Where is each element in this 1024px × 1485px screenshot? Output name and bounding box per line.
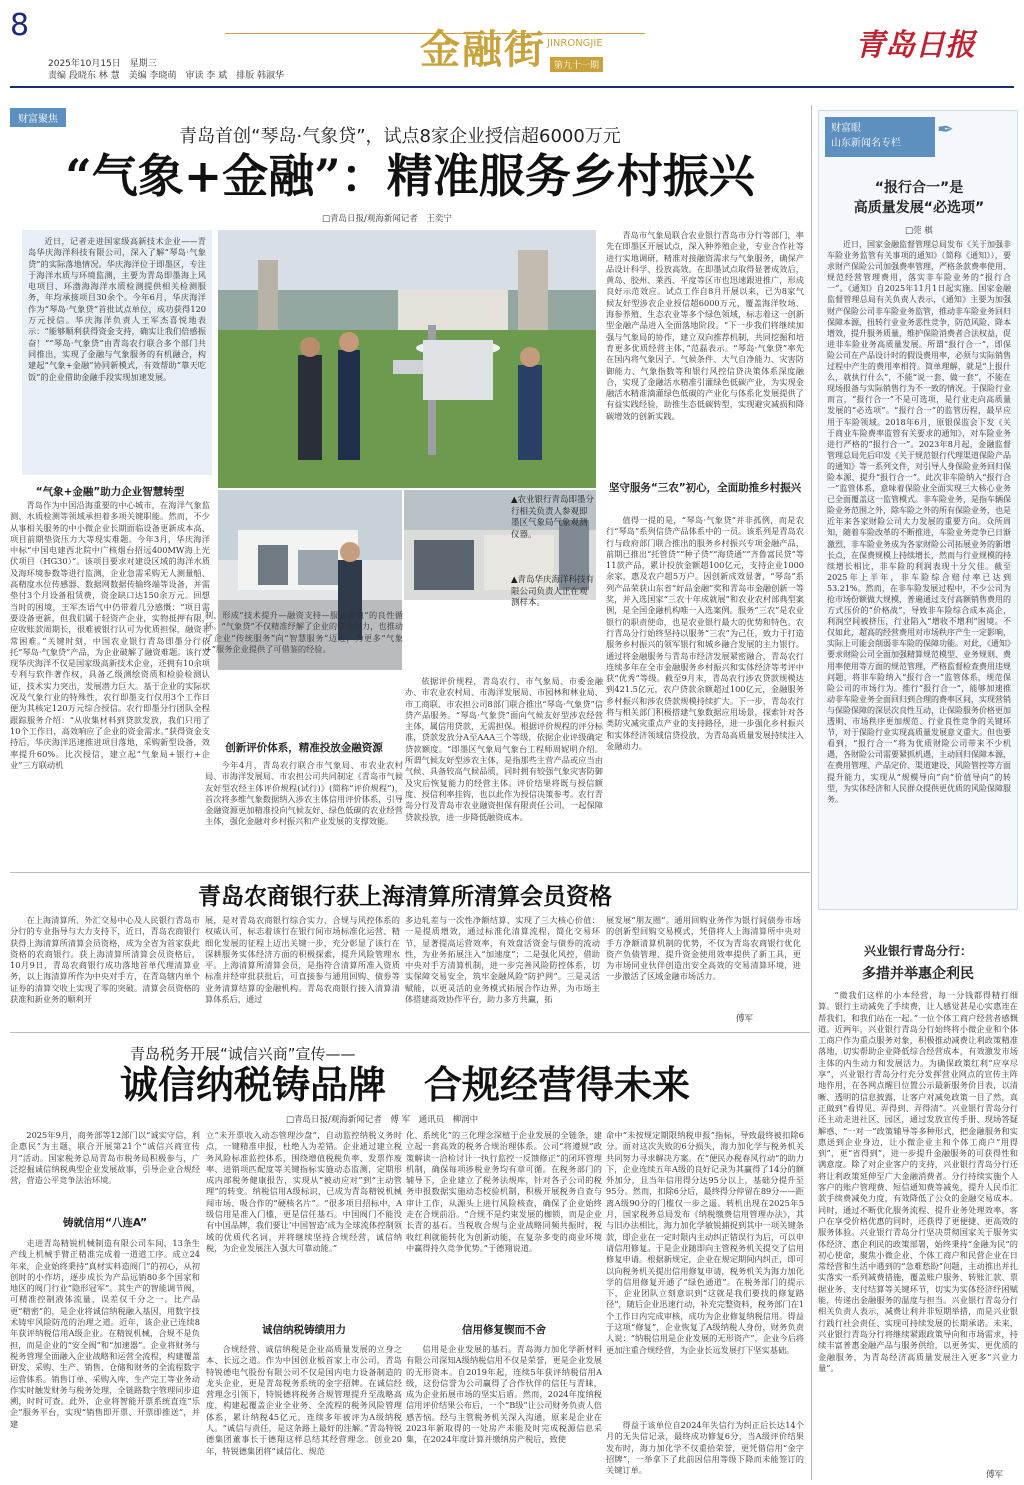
author-sign: 傅军 <box>986 1470 1004 1480</box>
side-article-title: 多措并举惠企利民 <box>862 966 974 982</box>
article-column <box>405 915 600 1025</box>
column-text: 依据评价规程，青岛农行、市气象局、市委金融办、市农业农村局、市海洋发展局、市园林和林业局、市工商联、市农担公司8部门联合推出“琴岛·气象贷”信贷产品服务。“琴岛·气象贷”面向气候友好型涉农经营主体，属信用贷款，无需担保。根据评价规程的评分标准，贷款发放分A至AAA三个等级，依据企业评级确定贷款额度。“即墨区气象局气象台工程师周妮明介绍。所谓气候友好型涉农主体，是指那些主营产品或应当由气候、具备较高气候品质，同时拥有较强气象灾害防御及灾后恢复能力的经营主体。评价结果将既与授信额度、授信利率挂钩，也以此作为授信决策参考。农行青岛分行及青岛市农业融资担保有限责任公司，一起保障贷款投放，进一步降低融资成本。 <box>405 676 603 822</box>
date-line: 2025年10月15日 星期三 <box>48 59 157 69</box>
article-column <box>406 1130 602 1310</box>
column-text: 值得一提的是，“琴岛·气象贷”并非孤例，而是农行“琴岛”系列信贷产品体系中的一员。该系列是青岛农行与政府部门联合推出的服务乡村振兴专项金融产品，前期已推出“托管贷”“种子贷”“海贷通”“齐鲁富民贷”等11款产品，累计投放金额超100亿元，支持企业1000余家，惠及农户超5万户。因创新成效显著，“琴岛”系列产品荣获山东省“好品金融”奖和青岛市金融创新一等奖，并入选国家“三农十年成就展”和农业农村部典型案例，是全国金融机构唯一入选案例。服务“三农”是农业银行的职责使命，也是农业银行最大的优势和特色。农行青岛分行始终坚持以服务“三农”为己任，致力于打造服务乡村振兴的领军银行和城乡融合发展的主力银行。通过将金融服务与青岛市经济发展紧密融合，青岛农行连续多年在全市金融服务乡村振兴和实体经济等考评中获“优秀”等级。截至9月末，青岛农行涉农贷款规模达到421.5亿元，农户贷款余额超过100亿元，金融服务乡村振兴和涉农贷款规模持续扩大。下一步，青岛农行将与相关部门积极搭建气象数据应用场景，探索针对各类防灾减灾重点产业的支持路径，进一步强化乡村振兴和实体经济领域信贷投放，为青岛高质量发展持续注入金融动力。 <box>606 515 804 751</box>
article-kicker: 青岛税务开展“诚信兴商”宣传—— <box>130 1045 356 1063</box>
masthead-info <box>48 58 284 82</box>
pen-icon: ✒ <box>937 117 954 141</box>
column-text: 在上海清算所、外汇交易中心及人民银行青岛市分行的专业指导与大力支持下，近日，青岛农商银行获得上海清算所清算会员资格，成为全省为首家获此资格的农商银行。获上海清算所清算会员资格后，10月9日，青岛农商银行成功落地首单代理清算业务，以上海清算所作为中央对手方，在青岛辖内单个证券的清算交收上实现了零的突破。清算会员资格的获准和新业务的顺利开 <box>10 915 200 1005</box>
column-text: 信用是企业发展的基石。青岛海力加化学新材料有限公司深知A级纳税信用不仅是荣誉，更是企业发展的无形资本。自2019年起，连续5年获评纳税信用A级，这份信誉为公司赢得了合作伙伴的信任与青睐，成为企业拓展市场的坚实后盾。然而，2024年度纳税信用评价结果公布后，一个“B级”让公司财务负责人倍感苦恼。经与主管税务机关深入沟通，原来是企业在2023年新取得的一处房产未能及时完成税源信息采集，在2024年度计算并缴纳房产税后，致使 <box>406 1344 602 1445</box>
article-headline: 青岛农商银行获上海清算所清算会员资格 <box>198 883 612 910</box>
column-divider <box>811 105 812 1480</box>
masthead <box>0 0 1024 95</box>
side-article-body <box>818 990 1018 1470</box>
photo-weather-station <box>218 230 596 488</box>
column-text: 立“未开票收入动态管理沙盘”，自动监控纳税义务时点，一键精准申报，杜绝人为差错。企业通过建立税务风险标准监控体系，围绕增值税税负率、发票作废率、进销项匹配度等关键指标实施动态监测，定期形成内部税务健康报告，实现从“被动应对”到“主动管理”的转变。纳税信用A级标识，已成为青岛精锐机械闯市场、吸合作的“硬核名片”。“很多项目招标中，A级信用是准入门槛，更是信任基石。中国阀门不能没有中国品牌，我们要让‘中国智造’成为全球流体控制领域的优质代名词，并将继续坚持合规经营，诚信纳税，为企业发展注入强大可靠动能。” <box>206 1130 402 1253</box>
column-text: 化、系统化”的三化理念深植于企业发展的全链条，建立起一套高效的税务合规治理体系。公司“将遵规”政策解读一洽检讨计一执行监控一反馈修正”的闭环管理机制，确保每项涉税业务均有章可循。在税务部门的辅导下，企业建立了税务法规库，针对各子公司的税务申报数据实施动态校验机制，积极开展税务自查与审计工作，从源头上进行风险核查，确保了企业始终走在合规前沿。“合规不是约束发展的枷锁，而是企业长青的基石。当税收合规与企业战略同频共振时，税收红利就能转化为创新动能，在复杂多变的商业环境中赢得持久竞争优势。”于德翔说道。 <box>406 1130 602 1253</box>
subheading: 坚守服务“三农”初心，全面助推乡村振兴 <box>608 482 802 494</box>
divider <box>10 1032 810 1033</box>
subheading: 诚信纳税铸绩用力 <box>262 1324 346 1336</box>
article-column <box>205 915 400 1025</box>
article-kicker: 青岛首创“琴岛·气象贷”，试点8家企业授信超6000万元 <box>179 126 621 147</box>
article-column <box>606 230 804 495</box>
lead-box <box>22 230 212 475</box>
article-column <box>10 500 210 940</box>
article-column <box>206 1344 402 1480</box>
article-column <box>606 515 804 865</box>
article-column <box>10 1238 200 1480</box>
article-column <box>206 1130 402 1310</box>
lead-text: 近日，记者走进国家级高新技术企业——青岛华庆海洋科技有限公司，深入了解“琴岛·气象贷”的实际落地情况。华庆海洋位于即墨区，专注于海洋水质与环境监测，主要为青岛即墨海上风电项目、环渤海海洋水质检测提供相关检测服务，年均承接项目30余个。今年6月，华庆海洋作为“琴岛·气象贷”首批试点单位，成功获得120万元授信。华庆海洋负责人王军杰喜悦地表示：“能够顺利获得资金支持，确实让我们倍感振奋！”“琴岛·气象贷”由青岛农行联合多个部门共同推出，实现了金融与气象服务的有机融合，构建起“气象+金融”协同新模式，有效帮助“靠天吃饭”的企业借助金融手段实现加速发展。 <box>28 236 206 382</box>
side-article-title: 兴业银行青岛分行： <box>863 944 972 958</box>
opinion-title: 高质量发展“必选项” <box>853 200 985 216</box>
article-column <box>606 1420 804 1480</box>
editors-line: 责编 段晓东 林 慧 美编 李晓萌 审读 李 斌 排版 韩淑华 <box>48 71 285 81</box>
photo-caption: ▲农业银行青岛即墨分行相关负责人参观即墨区气象局气象观测仪器。 <box>511 495 595 540</box>
article-column <box>406 1344 602 1480</box>
article-column <box>606 915 801 1010</box>
newspaper-logo: 青岛日报 <box>855 28 975 63</box>
column-text: 得益于该单位自2024年失信行为纠正后长达14个月的无失信记录，最终成功修复6分，当A级评价结果发布时，海力加化学不仅重拾荣誉，更凭借信用“金字招牌”，一举拿下了此前因信用等级下降而未能签订的关键订单。 <box>606 1420 804 1476</box>
article-column <box>606 1130 804 1420</box>
opinion-box <box>818 110 1018 910</box>
article-tag: 财富聚焦 <box>10 108 66 127</box>
subheading: 信用修复锲而不舍 <box>462 1324 546 1336</box>
divider <box>10 872 810 873</box>
section-title: 金融街 <box>420 26 546 73</box>
column-text: 青岛市气象局联合农业银行青岛市分行等部门，率先在即墨区开展试点，深入种养殖企业，专业合作社等进行实地调研，精准对接融资需求与气象服务，确保产品设计科学、投放高效。在即墨试点取得显著成效后，黄岛、胶州、莱西、平度等区市也迅速跟进推广，形成良好示范效应。试点工作自8月开展以来，已为8家气候友好型涉农企业授信超6000万元，覆盖海洋牧场、海参养殖、生态农业等多个绿色领域，标志着这一创新型金融产品进入全面落地阶段。“下一步我们将继续加强与气象局的协作，建立双向推荐机制，共同挖掘和培育更多优质经营主体，”范磊表示。“琴岛·气象贷”率先在国内将气象因子、气候条件、大气自净能力、灾害防御能力、气象指数等和银行风控信贷决策体系深度融合，实现了金融活水精准引灌绿色低碳产业，为实现金融活水精准滴灌绿色低碳的产业化与体系化发展提供了有益实践经验，助推生态低碳转型，实现避灾减损和降碳增效的创新实践。 <box>606 230 804 421</box>
column-text: 制，形成“技术提升—融资支持—服务增值”的良性循环。“气象贷”不仅精准纾解了企业的资金压力，也推动了企业“传统服务”向“智慧服务”迈进，为更多“气象+”服务企业提供了可借鉴的经验。 <box>205 610 403 654</box>
side-article-text: “微我们这样的小本经营，每一分钱都得精打细算。银行主动减免了手续费，让人感觉甚是心实惠连在帮我们，和我们站在一起。”一位个体工商户经营者感慨道。近两年，兴业银行青岛分行始终将小微企业和个体工商户作为重点服务对象，积极推动减费让利政策精准落地，切实帮助企业降低综合经营成本，有效激发市场主体的内生动力和发展活力。为确保政策红利“应享尽享”，兴业银行青岛分行充分发挥营业网点的宣传主阵地作用，在各网点醒目位置公示最新服务价目表，以清晰、透明的信息披露，让客户对减免政策一目了然，真正做到“看得见、弄得到、弄得清”。兴业银行青岛分行还主动走进社区、园区，通过发放宣传手册、现场答疑解惑、“一对一”政策辅导等多种形式，把金融服务和实惠送到企业身边，让小微企业主和个体工商户“用得到”，更“省得到”，进一步提升金融服务的可获得性和满意度。除了对企业客户的支持，兴业银行青岛分行还将让利政策延伸至广大金融消费者。分行持续实施个人客户的账户管理费、短信通知费等减免，提升人民币汇款手续费减免力度，有效降低了公众的金融交易成本。同时，通过不断优化服务流程、提升业务处理效率，客户在享受价格优惠的同时，还获得了更便捷、更高效的服务体验。兴业银行青岛分行坚决贯彻国家关于服务实体经济、惠企利民的政策部署，始终秉持“金融为民”的初心使命，聚焦小微企业、个体工商户和民营企业在日常经营和生活中遇到的“急难愁盼”问题，主动推出并扎实落实一系列减费措施，覆盖账户服务、转账汇款、票据业务、支付结算等关键环节，切实为实体经济纾困赋能，传递出金融服务的温度与担当。兴业银行青岛分行相关负责人表示，减费让利并非短期举措，而是兴业银行践行社会责任、实现可持续发展的长期承诺。未来，兴业银行青岛分行将继续紧跟政策导向和市场需求，持续丰富普惠金融产品与服务供给，以更务实、更优质的金融服务，为青岛经济高质量发展注入更多“兴业力量”。 <box>818 990 1018 1373</box>
subheading: 铸就信用“八连A” <box>63 1217 147 1229</box>
opinion-title: “报行合一”是 <box>874 180 964 196</box>
article-headline: “气象+金融”：精准服务乡村振兴 <box>65 149 755 203</box>
column-text: 2025年9月，商务部等12部门以“诚实守信，利企惠民”为主题，联合开展第21个“诚信兴商宣传月”活动。国家税务总局青岛市税务局积极参与，广泛挖掘诚信纳税典型企业发展故事，引导企业合规经营，营造公平竞争法治环境。 <box>10 1130 200 1186</box>
opinion-text: 近日，国家金融监督管理总局发布《关于加强非车险业务监管有关事项的通知》（简称《通知》），要求财产保险公司加强费率管理，严格条款费率使用、规范经营管理费用，落实非车险业务的“报行合一”。《通知》自2025年11月1日起实施。国家金融监督管理总局有关负责人表示，《通知》主要为加强财产保险公司非车险业务监管，推动非车险业务回归保障本源，扭转行业业务恶性竞争，防范风险、降本增效，提升服务质量，维护保险消费者合法权益，促进非车险业务高质量发展。所谓“报行合一”，即保险公司在产品设计时的假设费用率，必须与实际销售过程中产生的费用率相符。简单理解，就是“上报什么，就执行什么”，不能“说一套、做一套”，不能在现场报备与实际销售行为不一致的情况。于保险行业而言，“报行合一”不是可选项，是行业走向高质量发展的“必选项”。“报行合一”的监管历程，最早应用于车险领域。2018年6月，原银保监会下发《关于商业车险费率监管有关要求的通知》，对车险业务进行严格的“报行合一”。2023年8月起，金融监督管理总局先后印发《关于规范银行代理渠道保险产品的通知》等一系列文件，对引导人身保险业务回归保险本源、提升“报行合一”。此次非车险纳入“报行合一”监管体系，意味着保险业全面实现三大核心业务已全面覆盖这一监管模式。非车险业务，是指车辆保险业务范围之外，除车险之外的所有保险业务，也是近年来各家财险公司大力发展的重要方向。众所周知，随着车险改革的不断推进，车险业务竞争已日渐激烈，非车险业务成为各家财险公司拓展业务的新增长点，在保费规模上持续增长，然而与行业规模的持续增长相比，非车险的利润表现十分欠佳。截至2025年上半年，非车险综合赔付率已达到53.21%。然而，在非车险发展过程中，不少公司为抢市场份额做大规模，普遍通过支付高额销售费用的方式压价的“价格战”，导致非车险综合成本高企，利润空间被挤压，行业陷入“增收不增利”困境。不仅如此，超高的经营费用对市场秩序产生一定影响，实际上可能会削弱非车险的保障功能。对此，《通知》要求财险公司全面加强精算规范模型、业务规则、费用率使用等方面的规范管理，严格监督检查费用违规问题，将非车险纳入“报行合一”监管体系，规范保险公司的市场行为。推行“报行合一”，能够加速推动非车险业务全面回归到合理的费率区间，实现营销与保险保障的深层次良性互动，让保险服务价格更加透明、市场秩序更加规范、行业良性竞争的关键环节，对于保险行业实现高质量发展意义重大。但也要看到，“报行合一”将为优质财险公司带来不少机遇，各财险公司需要紧抓机遇，主动回归保障本源，在费用管理、产品定价、渠道建设、风险管控等方面提升能力，实现从“规模导向”向“价值导向”的转型，为实体经济和人民群众提供更优质的风险保障服务。 <box>827 240 1011 804</box>
column-text: 展发展“朋友圈”。通用回购业务作为银行间债券市场的创新型回购交易模式，凭借将人上海清算所中央对手方净额清算机制的优势，不仅为青岛农商银行优化资产负债管理、提升资金使用效率提供了新工具，更为市场同业伙伴创造出安全高效的交易清算环境，进一步激活了区域金融市场活力。 <box>606 915 801 982</box>
opinion-body <box>827 239 1011 904</box>
masthead-rule <box>10 86 1014 88</box>
article-column <box>405 676 603 866</box>
column-text: 今年4月，青岛农行联合市气象局、市农业农村局、市海洋发展局、市农担公司共同制定《青岛市气候友好型农经主体评价规程(试行)》(简称“评价规程”)，首次将多维气象数据纳入涉农主体信用评价体系，引导金融资源更加精准投向气候友好、绿色低碳的农业经营主体，强化金融对乡村振兴和产业发展的支撑效能。 <box>205 760 403 827</box>
page-number: 8 <box>10 8 30 43</box>
section-title-en: JINRONGJIE <box>547 38 603 49</box>
article-column <box>205 760 403 860</box>
column-tag: 财富眼 山东新闻名专栏 <box>825 117 935 157</box>
author-sign: 傅军 <box>736 1014 754 1024</box>
column-text: 走进青岛精锐机械制造有限公司车间，13条生产线上机械手臂正精准完成着一道道工序。成立24年来，企业始终秉持“真材实料造阀门”的初心，从初创时的小作坊，逐步成长为产品远销80多个国家和地区的阀门行业“隐形冠军”。其生产的智能调节阀，可精准控制液体流量，误差仅千分之一。比产品更“精密”的，是企业将诚信纳税融入基因，用数字技术铸牢风险防范的治理之道。近年，该企业已连续8年获评纳税信用A级企业。在精锐机械，合规不是负担，而是企业的“安全阀”和“加速器”。企业将财务与税务管理全面融入企业战略和运营全流程，构建覆盖研发、采购、生产、销售、仓储和财务的全流程数字运营体系。销售订单、采购入库、生产完工等业务动作实时触发财务与税务处理，全链路数字管理同步追溯，时时可查。此外，企业将智能开票系统直连“乐企”服务平台，实现“销售即开票、开票即推送”，并建 <box>10 1238 200 1429</box>
column-text: 合规经营、诚信纳税是企业高质量发展的立身之本、长远之道。作为中国创业板首家上市公司，青岛特锐德电气股份有限公司不仅是国内电力设备制造的龙头企业，更是青岛税务系统的金字招牌。在诚信经营理念引领下，特锐德将税务合规管理提升至战略高度，构建起覆盖企业全业务、全流程的税务风险管理体系，累计纳税45亿元，连续多年被评为A级纳税人。“诚信与责任，是这条路上最好的注解。”青岛特锐德集团董事长于德翔这样总结其经营理念。创业20年，特锐德集团将“诚信化、规范 <box>206 1344 402 1456</box>
column-text: 展，是对青岛农商银行综合实力、合规与风控体系的权威认可，标志着该行在银行间市场标准化运营、精细化发展的征程上迈出关键一步，充分彰显了该行在深耕服务实体经济方面的积极探索，提升风险管理水平。上海清算所清算会员，是指符合清算所准入资质标准并经审批获批后，可直接参与通用回购、债券等业务清算结算的金融机构。青岛农商银行接入清算清算体系后，通过 <box>205 915 400 1005</box>
subheading: 创新评价体系，精准投放金融资源 <box>225 742 383 754</box>
article-column <box>10 915 200 1025</box>
issue-badge: 第九十一期 <box>550 57 603 72</box>
right-column <box>818 110 1018 1480</box>
article-column <box>10 1130 200 1210</box>
photo-caption: ▲青岛华庆海洋科技有限公司负责人正在观测样本。 <box>511 575 595 608</box>
column-text: 青岛作为中国沿海重要的中心城市，在海洋气象监测、水质检测等领域承担着多项关键职能。然而，不少从事相关服务的中小微企业长期面临设备更新成本高、项目前期垫资压力大等现实难题。今年3月，华庆海洋中标“中国电建西北院中广核烟台招远400MW海上光伏项目（HG30）”。该项目要求对建设区域的海洋水质及海环境参数等进行监测，企业急需采购无人测量船、高精度水位传感器、数据网数据传输终端等设备，并需垫付3个月设备租赁费，资金缺口达150余万元。回想当时的困境，王军杰语气中仍带着几分感慨：“项目需要设备更新，但我们属于轻资产企业，实物抵押有限，应收账款周期长，很难被银行认可为优质担保，融资非常困难。”关键时刻，中国农业银行青岛即墨分行依托“琴岛·气象贷”产品，为企业破解了融资难题。该行发现华庆海洋不仅是国家级高新技术企业，还拥有10余项专利与软件著作权，具备乙级测绘资质和检验检测认证，技术实力突出，发展潜力巨大。基于企业的实际状况及气象行业的特殊性，农行即墨支行仅用3个工作日便为其核定120万元综合授信。农行即墨分行团队全程跟踪服务介绍：“从收集材料到贷款发放，我们只用了10个工作日，高效响应了企业的资金需求。”获得资金支持后，华庆海洋迅速推进项目落地，采购新型设备，效率提升60%。比次授信，建立起“气象局+银行+企业”三方联动机 <box>10 500 210 770</box>
article-column <box>205 610 403 670</box>
article-headline: 诚信纳税铸品牌 合规经营得未来 <box>119 1062 690 1107</box>
subheading: “气象+金融”助力企业智慧转型 <box>35 486 185 498</box>
column-text: 多边轧差与一次性净额结算，实现了三大核心价值：一是提质增效，通过标准化清算流程，简化交易环节，显著提高运营效率，有效盘活资金与债券的流动性，为业务拓展注入“加速度”；二是强化风控，借助中央对手方清算机制，进一步完善风险防控体系，切实保障交易安全，筑牢金融风险“防护网”。三是灵活赋能，以更灵活的业务模式拓展合作边界，为市场主体搭建高效协作平台，助力多方共赢，拓 <box>405 915 600 1005</box>
column-text: 命中“未按规定期限纳税申报”指标，导致最终被扣除6分。面对这次失败的6分损失，海力加化学与税务机关共同努力寻求解决方案。在“便民办税春风行动”的助力下，企业连续五年A级的良好记录为其赢得了14分的额外加分，且当年信用得分达95分以上，基础分提升至95分。然而，扣除6分后，最终得分停留在89分——距离A级90分的门槛仅一步之遥。转机出现在2025年5月，国家税务总局发布《纳税缴费信用管理办法》，其与旧办法相比，海力加化学敏锐捕捉到其中一项关键条款，即企业在一定时限内主动纠正错误行为后，可以申请信用修复。于是企业随即向主管税务机关提交了信用修复申请。根据新规定，企业在规定期间内纠正，即可以向税务机关提出信用修复申请，税务机关为海力加化学的信用修复开通了“绿色通道”。在税务部门的提示下，企业团队立刻意识到“这就是我们要找的修复路径”，随后企业迅速行动，补充完整资料，税务部门在1个工作日内完成审核，成功为企业修复纳税信用。得益于这项“修复”，企业恢复了A级纳税人身份，财务负责人说：“纳税信用是企业发展的无形资产”，企业今后将更加注重合规经营，为企业长远发展打下坚实基础。 <box>606 1130 804 1355</box>
opinion-author: □莞 棋 <box>905 226 933 236</box>
article-byline: □青岛日报/观海新闻记者 王奕宁 <box>322 214 452 224</box>
article-byline: □青岛日报/观海新闻记者 傅 军 通讯员 柳润中 <box>286 1115 479 1125</box>
